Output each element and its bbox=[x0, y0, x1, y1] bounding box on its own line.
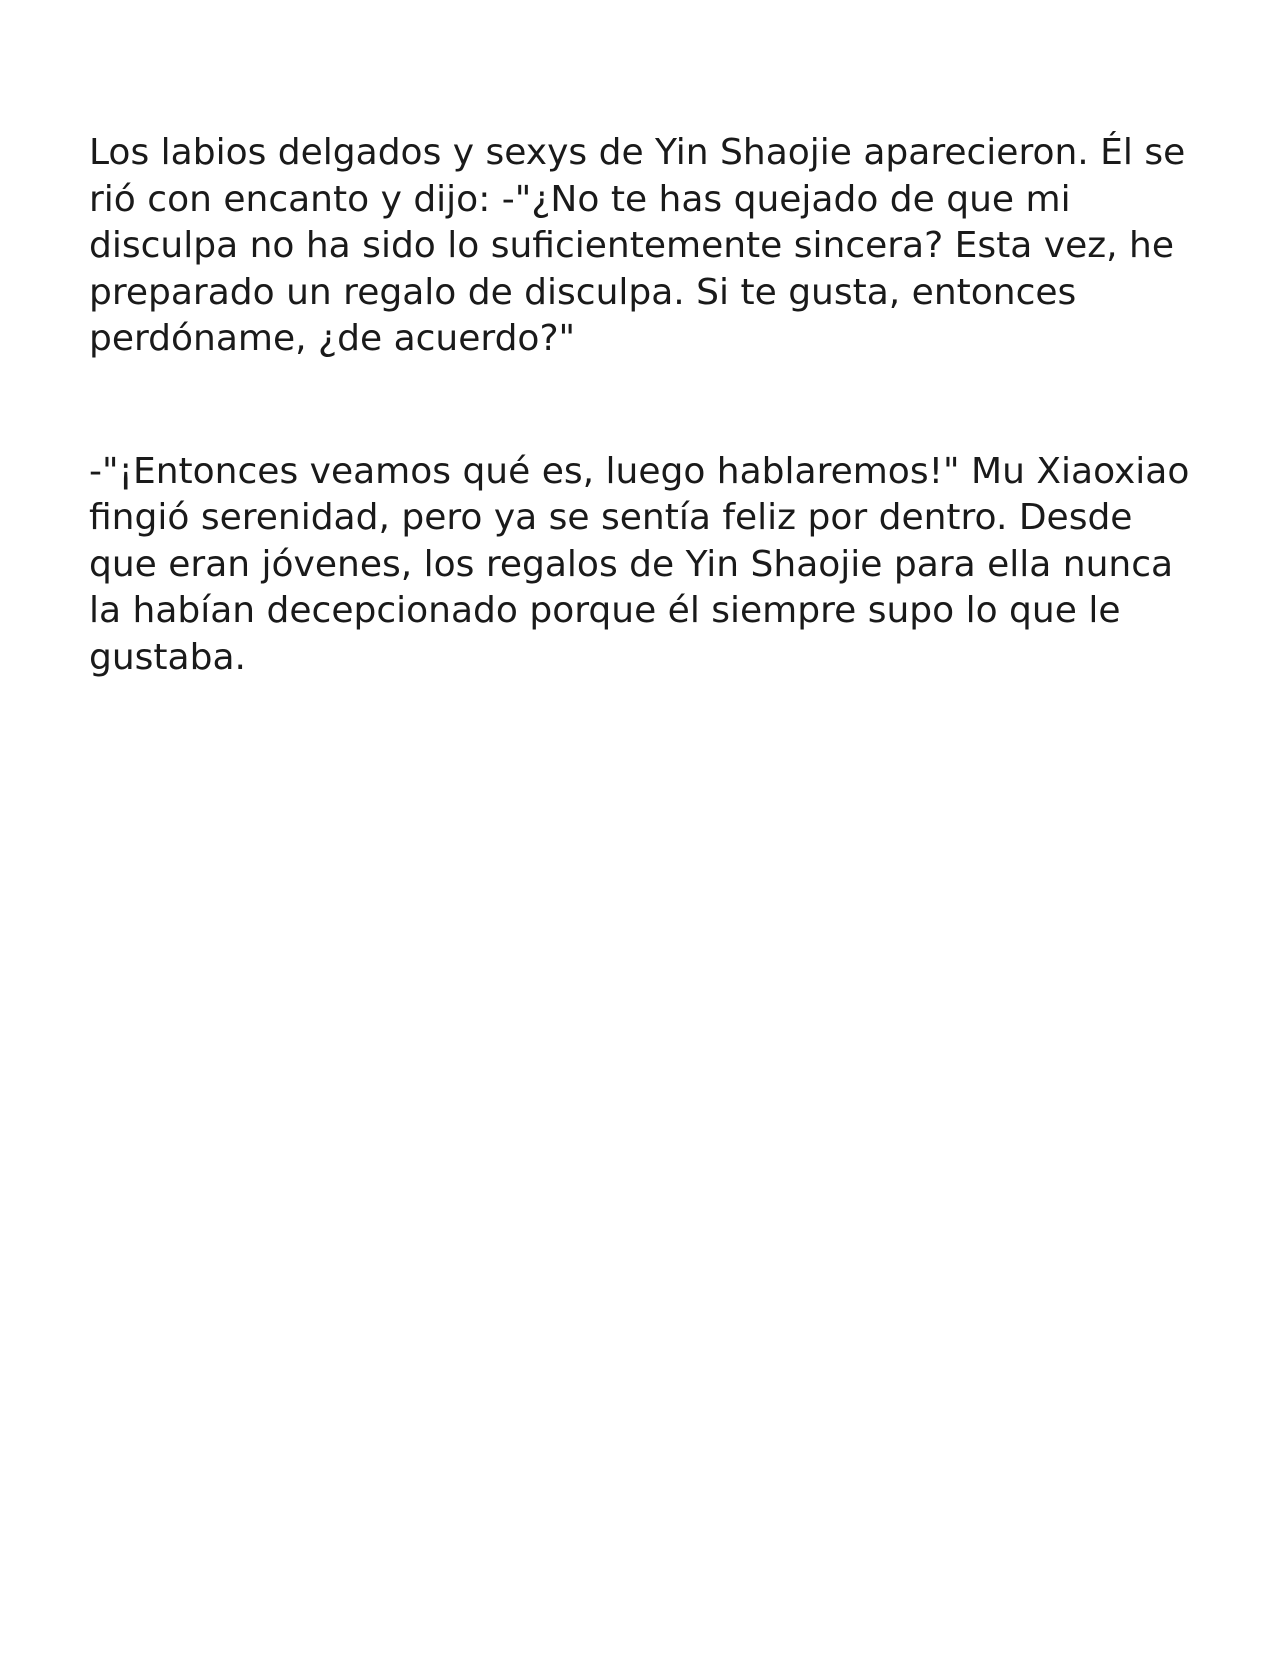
paragraph-1: Los labios delgados y sexys de Yin Shaojie aparecieron. Él se rió con encanto y dijo: -"¿No te has quejado de que mi disculpa no ha sido lo suficientemente sincera? Esta vez, he preparado un regalo de disculpa. Si te gusta, entonces perdóname, ¿de acuerdo?" bbox=[89, 132, 1186, 359]
document-body bbox=[89, 130, 1209, 681]
paragraph-2: -"¡Entonces veamos qué es, luego hablaremos!" Mu Xiaoxiao fingió serenidad, pero ya se sentía feliz por dentro. Desde que eran jóvenes, los regalos de Yin Shaojie para ella nunca la habían decepcionado porque él siempre supo lo que le gustaba. bbox=[89, 450, 1190, 678]
